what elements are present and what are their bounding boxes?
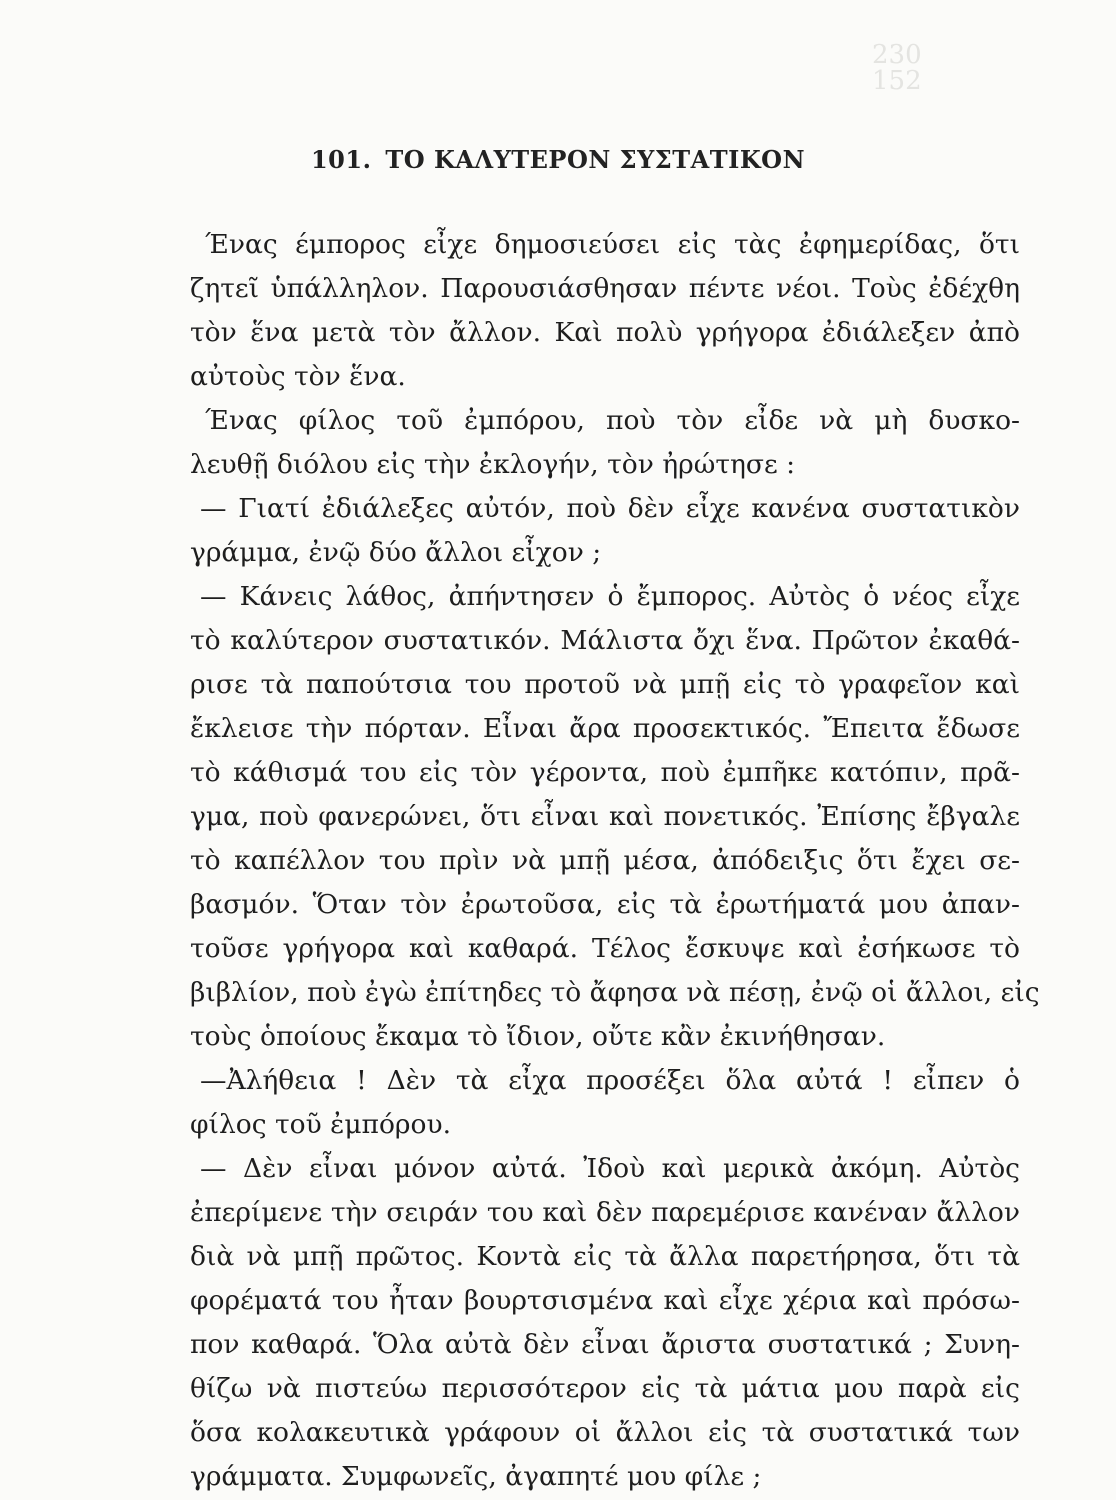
text-line: τοὺς ὁποίους ἔκαμα τὸ ἴδιον, οὔτε κἂν ἐκινήθησαν. [190, 1021, 886, 1052]
text-line: γράμμα, ἐνῷ δύο ἄλλοι εἶχον ; [190, 537, 602, 568]
text-line: Ένας φίλος τοῦ ἐμπόρου, ποὺ τὸν εἶδε νὰ μὴ δυσκο- [205, 405, 1020, 436]
text-line: βιβλίον, ποὺ ἐγὼ ἐπίτηδες τὸ ἄφησα νὰ πέσῃ, ἐνῷ οἱ ἄλλοι, εἰς [190, 977, 1040, 1008]
text-line: τὸν ἕνα μετὰ τὸν ἄλλον. Καὶ πολὺ γρήγορα ἐδιάλεξεν ἀπὸ [190, 317, 1020, 348]
text-line: ζητεῖ ὑπάλληλον. Παρουσιάσθησαν πέντε νέοι. Τοὺς ἐδέχθη [190, 273, 1020, 304]
text-line: ἐπερίμενε τὴν σειράν του καὶ δὲν παρεμέρισε κανέναν ἄλλον [190, 1197, 1020, 1228]
text-line: πον καθαρά. Ὅλα αὐτὰ δὲν εἶναι ἄριστα συστατικά ; Συνη- [190, 1329, 1020, 1360]
dialogue-line: — Γιατί ἐδιάλεξες αὐτόν, ποὺ δὲν εἶχε κανένα συστατικὸν [200, 493, 1020, 524]
text-line: τὸ κάθισμά του εἰς τὸν γέροντα, ποὺ ἐμπῆκε κατόπιν, πρᾶ- [190, 757, 1020, 788]
text-line: ρισε τὰ παπούτσια του προτοῦ νὰ μπῇ εἰς τὸ γραφεῖον καὶ [190, 669, 1020, 700]
text-line: τοῦσε γρήγορα καὶ καθαρά. Τέλος ἔσκυψε καὶ ἐσήκωσε τὸ [190, 933, 1020, 964]
dialogue-line: — Κάνεις λάθος, ἀπήντησεν ὁ ἔμπορος. Αὐτὸς ὁ νέος εἶχε [200, 581, 1020, 612]
story-number: 101. [310, 145, 372, 174]
text-line: τὸ καλύτερον συστατικόν. Μάλιστα ὄχι ἕνα. Πρῶτον ἐκαθά- [190, 625, 1020, 656]
text-line: διὰ νὰ μπῇ πρῶτος. Κοντὰ εἰς τὰ ἄλλα παρετήρησα, ὅτι τὰ [190, 1241, 1020, 1272]
text-line: ὅσα κολακευτικὰ γράφουν οἱ ἄλλοι εἰς τὰ συστατικά των [190, 1417, 1020, 1448]
text-line: αὐτοὺς τὸν ἕνα. [190, 361, 406, 392]
text-line: γμα, ποὺ φανερώνει, ὅτι εἶναι καὶ πονετικός. Ἐπίσης ἔβγαλε [190, 801, 1020, 832]
story-title-text: ΤΟ ΚΑΛΥΤΕΡΟΝ ΣΥΣΤΑΤΙΚΟΝ [385, 145, 806, 174]
bleed-through-page-number: 230 152 [872, 40, 922, 96]
text-line: φορέματά του ἦταν βουρτσισμένα καὶ εἶχε χέρια καὶ πρόσω- [190, 1285, 1020, 1316]
text-line: τὸ καπέλλον του πρὶν νὰ μπῇ μέσα, ἀπόδειξις ὅτι ἔχει σε- [190, 845, 1020, 876]
dialogue-line: —Ἀλήθεια ! Δὲν τὰ εἶχα προσέξει ὅλα αὐτά ! εἶπεν ὁ [200, 1065, 1020, 1096]
story-title [0, 145, 1116, 174]
text-line: Ένας έμπορος εἶχε δημοσιεύσει εἰς τὰς ἐφημερίδας, ὅτι [205, 229, 1020, 260]
text-line: λευθῇ διόλου εἰς τὴν ἐκλογήν, τὸν ἠρώτησε : [190, 449, 796, 480]
text-line: φίλος τοῦ ἐμπόρου. [190, 1109, 451, 1140]
dialogue-line: — Δὲν εἶναι μόνον αὐτά. Ἰδοὺ καὶ μερικὰ ἀκόμη. Αὐτὸς [200, 1153, 1020, 1184]
text-line: ἔκλεισε τὴν πόρταν. Εἶναι ἄρα προσεκτικός. Ἔπειτα ἔδωσε [190, 713, 1020, 744]
text-line: γράμματα. Συμφωνεῖς, ἀγαπητέ μου φίλε ; [190, 1461, 762, 1492]
text-line: θίζω νὰ πιστεύω περισσότερον εἰς τὰ μάτια μου παρὰ εἰς [190, 1373, 1020, 1404]
text-line: βασμόν. Ὅταν τὸν ἐρωτοῦσα, εἰς τὰ ἐρωτήματά μου ἀπαν- [190, 889, 1020, 920]
